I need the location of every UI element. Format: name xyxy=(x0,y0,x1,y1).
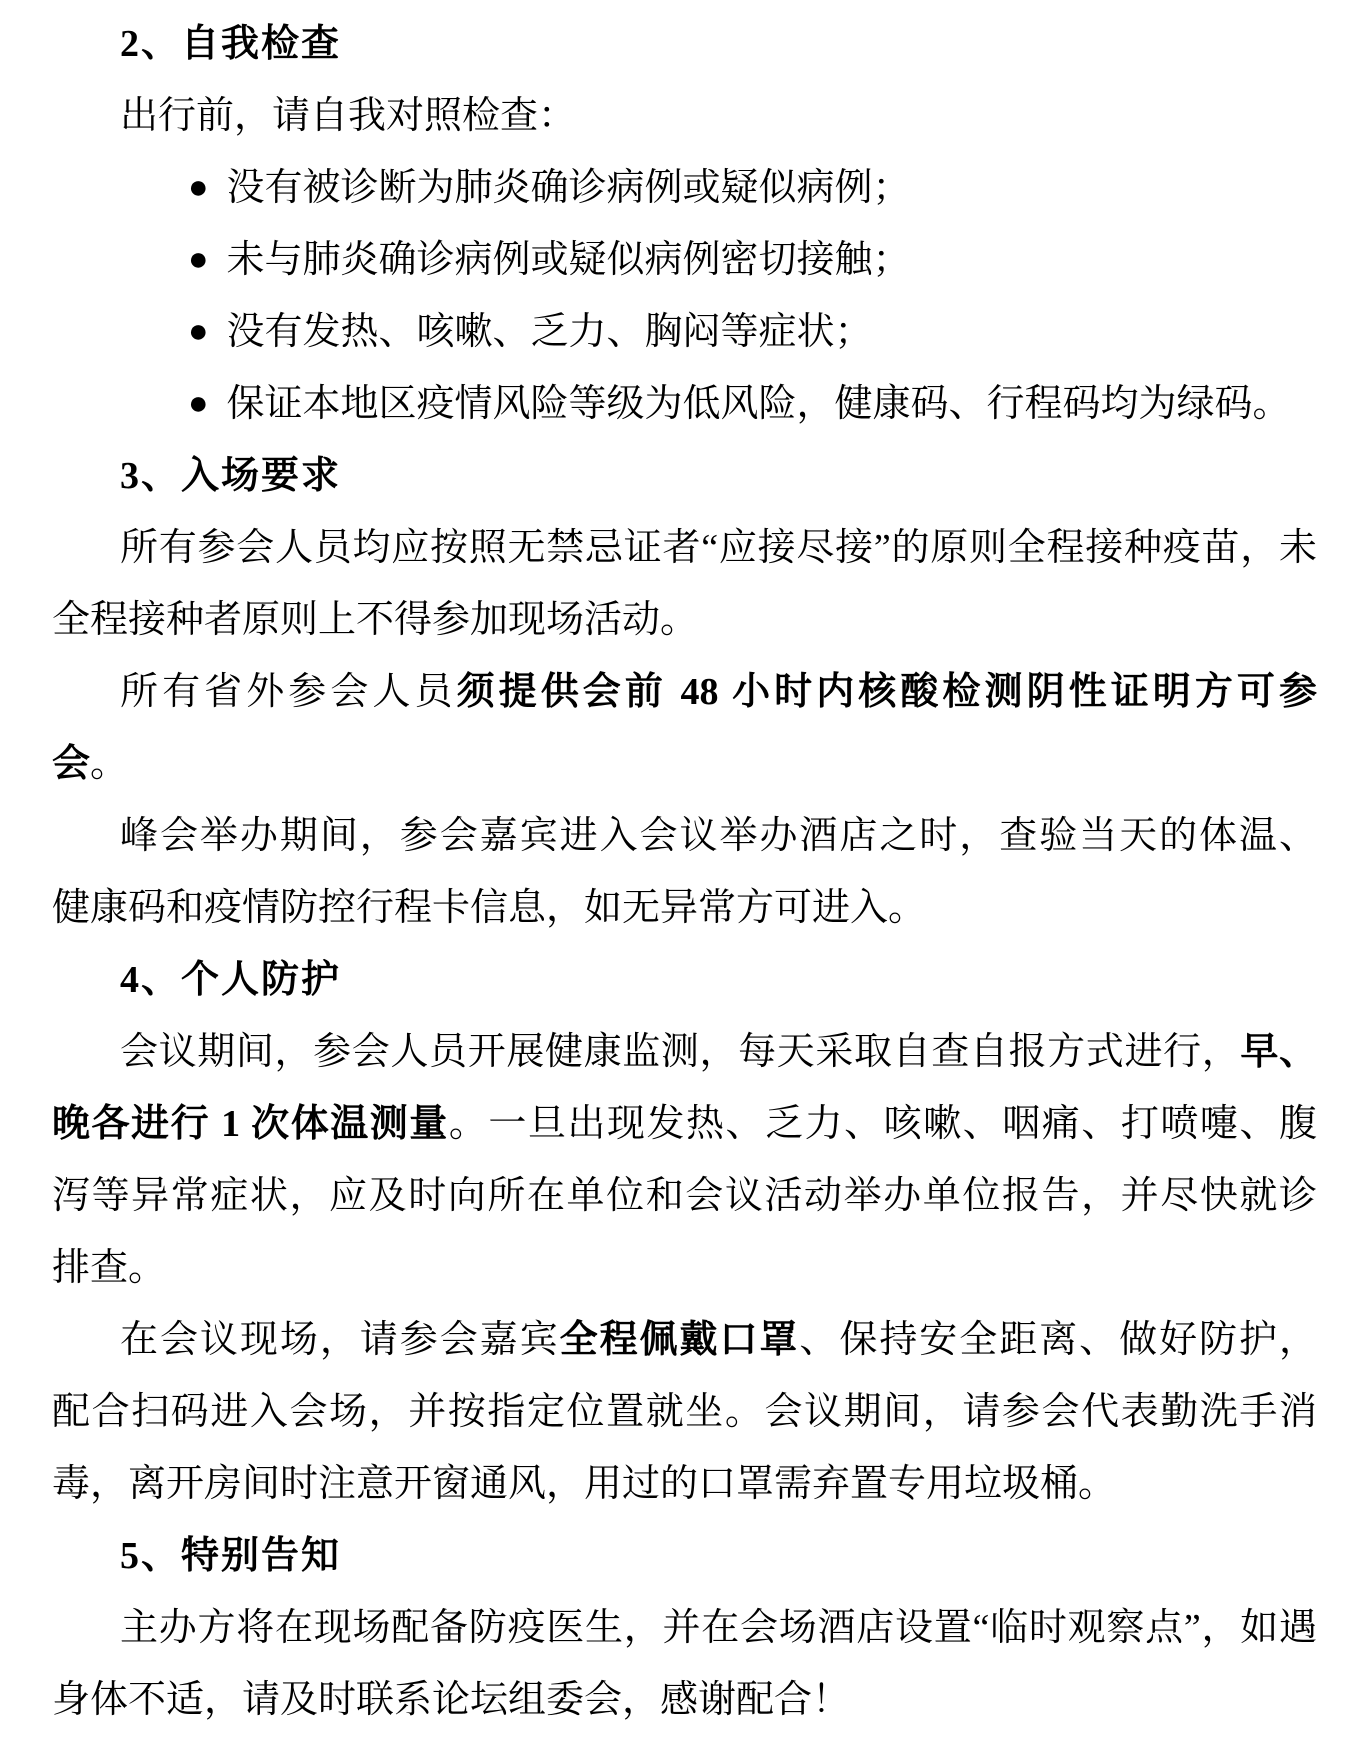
text-segment: 会议期间，参会人员开展健康监测，每天采取自查自报方式进行， xyxy=(120,1031,1241,1073)
bold-text-segment: 3、入场要求 xyxy=(120,455,342,497)
text-line xyxy=(52,1448,1317,1520)
text-segment: 所有参会人员均应按照无禁忌证者“应接尽接”的原则全程接种疫苗，未 xyxy=(120,527,1317,569)
text-line xyxy=(52,584,1317,656)
section-heading xyxy=(52,944,1317,1016)
bullet-icon: ● xyxy=(188,241,209,278)
text-segment: 未与肺炎确诊病例或疑似病例密切接触； xyxy=(226,239,911,281)
bullet-item xyxy=(52,296,1317,368)
text-segment: 配合扫码进入会场，并按指定位置就坐。会议期间，请参会代表勤洗手消 xyxy=(52,1391,1317,1433)
bold-text-segment: 晚各进行 1 次体温测量 xyxy=(52,1103,449,1145)
text-line xyxy=(52,80,1317,152)
text-segment: 在会议现场，请参会嘉宾 xyxy=(120,1319,560,1361)
text-segment: 没有发热、咳嗽、乏力、胸闷等症状； xyxy=(226,311,873,353)
text-segment: 峰会举办期间，参会嘉宾进入会议举办酒店之时，查验当天的体温、 xyxy=(120,815,1317,857)
text-line xyxy=(52,1592,1317,1664)
bold-text-segment: 2、自我检查 xyxy=(120,23,342,65)
text-line xyxy=(52,1304,1317,1376)
bold-text-segment: 须提供会前 48 小时内核酸检测阴性证明方可参 xyxy=(456,671,1317,713)
bold-text-segment: 早、 xyxy=(1240,1031,1317,1073)
text-segment: 毒，离开房间时注意开窗通风，用过的口罩需弃置专用垃圾桶。 xyxy=(52,1463,1117,1505)
text-segment: 主办方将在现场配备防疫医生，并在会场酒店设置“临时观察点”，如遇 xyxy=(120,1607,1317,1649)
text-segment: 健康码和疫情防控行程卡信息，如无异常方可进入。 xyxy=(52,887,927,929)
text-line xyxy=(52,1160,1317,1232)
text-segment: 泻等异常症状，应及时向所在单位和会议活动举办单位报告，并尽快就诊 xyxy=(52,1175,1317,1217)
text-line xyxy=(52,1016,1317,1088)
text-line xyxy=(52,512,1317,584)
text-segment: 保证本地区疫情风险等级为低风险，健康码、行程码均为绿码。 xyxy=(226,383,1291,425)
text-line xyxy=(52,728,1317,800)
text-segment: 。一旦出现发热、乏力、咳嗽、咽痛、打喷嚏、腹 xyxy=(448,1103,1317,1145)
text-line xyxy=(52,1232,1317,1304)
text-line xyxy=(52,1664,1317,1736)
bullet-item xyxy=(52,368,1317,440)
text-line xyxy=(52,1088,1317,1160)
text-segment: 。 xyxy=(90,743,129,785)
text-line xyxy=(52,800,1317,872)
section-heading xyxy=(52,440,1317,512)
bold-text-segment: 4、个人防护 xyxy=(120,959,342,1001)
text-line xyxy=(52,872,1317,944)
section-heading xyxy=(52,1520,1317,1592)
bold-text-segment: 5、特别告知 xyxy=(120,1535,342,1577)
text-segment: 出行前，请自我对照检查： xyxy=(120,95,577,137)
bullet-icon: ● xyxy=(188,385,209,422)
text-segment: 全程接种者原则上不得参加现场活动。 xyxy=(52,599,699,641)
text-line xyxy=(52,1376,1317,1448)
bold-text-segment: 全程佩戴口罩 xyxy=(559,1319,800,1361)
document-body xyxy=(52,8,1317,1736)
section-heading xyxy=(52,8,1317,80)
bullet-item xyxy=(52,224,1317,296)
bullet-icon: ● xyxy=(188,169,209,206)
text-segment: 身体不适，请及时联系论坛组委会，感谢配合！ xyxy=(52,1679,851,1721)
bullet-icon: ● xyxy=(188,313,209,350)
bold-text-segment: 会 xyxy=(52,743,91,785)
text-segment: 、保持安全距离、做好防护， xyxy=(799,1319,1317,1361)
text-segment: 所有省外参会人员 xyxy=(120,671,457,713)
text-line xyxy=(52,656,1317,728)
bullet-item xyxy=(52,152,1317,224)
text-segment: 排查。 xyxy=(52,1247,167,1289)
text-segment: 没有被诊断为肺炎确诊病例或疑似病例； xyxy=(226,167,911,209)
